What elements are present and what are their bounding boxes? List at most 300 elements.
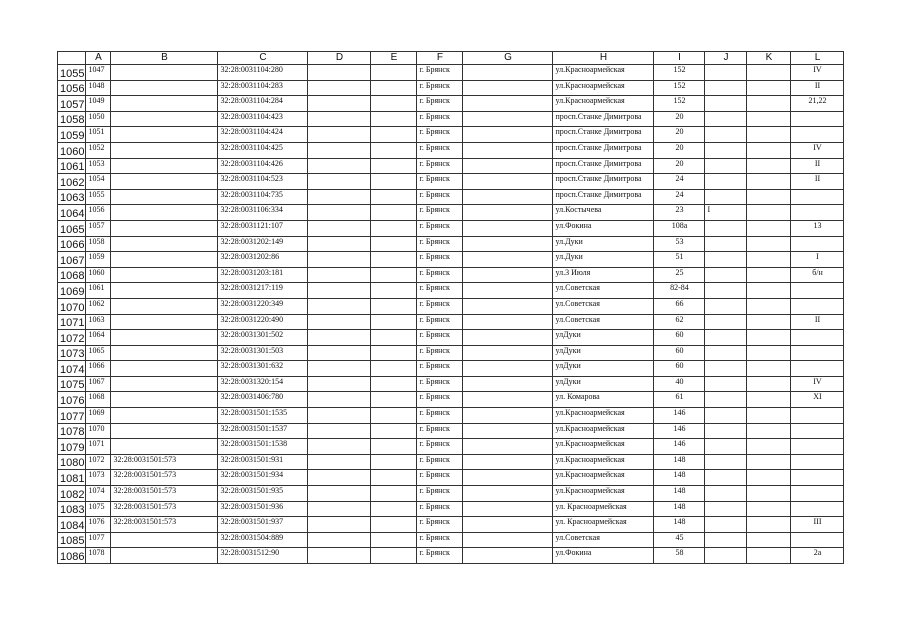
cell-b[interactable] — [111, 267, 218, 283]
cell-c[interactable]: 32:28:0031104:523 — [218, 174, 308, 190]
cell-k[interactable] — [747, 158, 791, 174]
cell-h[interactable]: ул.Красноармейская — [553, 423, 654, 439]
cell-e[interactable] — [371, 252, 417, 268]
cell-d[interactable] — [308, 65, 371, 81]
cell-k[interactable] — [747, 345, 791, 361]
row-number[interactable]: 1067 — [58, 252, 86, 268]
cell-h[interactable]: ул.Фокина — [553, 220, 654, 236]
cell-f[interactable]: г. Брянск — [417, 158, 463, 174]
cell-i[interactable]: 58 — [654, 548, 705, 564]
cell-g[interactable] — [463, 283, 553, 299]
cell-k[interactable] — [747, 361, 791, 377]
cell-a[interactable]: 1070 — [86, 423, 111, 439]
cell-f[interactable]: г. Брянск — [417, 392, 463, 408]
cell-j[interactable] — [705, 267, 747, 283]
cell-j[interactable] — [705, 548, 747, 564]
cell-j[interactable] — [705, 470, 747, 486]
cell-c[interactable]: 32:28:0031203:181 — [218, 267, 308, 283]
cell-k[interactable] — [747, 267, 791, 283]
cell-l[interactable] — [791, 501, 844, 517]
cell-e[interactable] — [371, 439, 417, 455]
cell-e[interactable] — [371, 532, 417, 548]
cell-l[interactable] — [791, 205, 844, 221]
cell-l[interactable] — [791, 470, 844, 486]
cell-l[interactable]: II — [791, 174, 844, 190]
cell-f[interactable]: г. Брянск — [417, 252, 463, 268]
cell-d[interactable] — [308, 252, 371, 268]
cell-c[interactable]: 32:28:0031501:936 — [218, 501, 308, 517]
cell-a[interactable]: 1061 — [86, 283, 111, 299]
cell-c[interactable]: 32:28:0031504:889 — [218, 532, 308, 548]
cell-c[interactable]: 32:28:0031220:349 — [218, 298, 308, 314]
cell-b[interactable] — [111, 96, 218, 112]
cell-c[interactable]: 32:28:0031104:284 — [218, 96, 308, 112]
cell-e[interactable] — [371, 80, 417, 96]
cell-b[interactable] — [111, 439, 218, 455]
cell-g[interactable] — [463, 454, 553, 470]
cell-j[interactable] — [705, 142, 747, 158]
cell-g[interactable] — [463, 158, 553, 174]
cell-c[interactable]: 32:28:0031220:490 — [218, 314, 308, 330]
cell-i[interactable]: 148 — [654, 454, 705, 470]
cell-j[interactable] — [705, 408, 747, 424]
cell-k[interactable] — [747, 454, 791, 470]
cell-k[interactable] — [747, 314, 791, 330]
column-header-a[interactable]: A — [86, 52, 111, 65]
cell-j[interactable] — [705, 189, 747, 205]
row-number[interactable]: 1059 — [58, 127, 86, 143]
cell-k[interactable] — [747, 408, 791, 424]
cell-k[interactable] — [747, 236, 791, 252]
cell-j[interactable] — [705, 439, 747, 455]
row-number[interactable]: 1065 — [58, 220, 86, 236]
cell-a[interactable]: 1073 — [86, 470, 111, 486]
cell-l[interactable] — [791, 283, 844, 299]
cell-f[interactable]: г. Брянск — [417, 65, 463, 81]
cell-b[interactable] — [111, 283, 218, 299]
cell-f[interactable]: г. Брянск — [417, 532, 463, 548]
row-number[interactable]: 1080 — [58, 454, 86, 470]
cell-d[interactable] — [308, 501, 371, 517]
cell-b[interactable] — [111, 392, 218, 408]
cell-l[interactable] — [791, 236, 844, 252]
cell-d[interactable] — [308, 205, 371, 221]
cell-k[interactable] — [747, 470, 791, 486]
cell-f[interactable]: г. Брянск — [417, 376, 463, 392]
cell-a[interactable]: 1053 — [86, 158, 111, 174]
cell-c[interactable]: 32:28:0031501:931 — [218, 454, 308, 470]
cell-h[interactable]: просп.Станке Димитрова — [553, 189, 654, 205]
cell-i[interactable]: 146 — [654, 423, 705, 439]
cell-a[interactable]: 1055 — [86, 189, 111, 205]
cell-l[interactable]: 2а — [791, 548, 844, 564]
cell-d[interactable] — [308, 96, 371, 112]
cell-d[interactable] — [308, 408, 371, 424]
cell-g[interactable] — [463, 330, 553, 346]
cell-b[interactable] — [111, 252, 218, 268]
cell-c[interactable]: 32:28:0031406:780 — [218, 392, 308, 408]
cell-f[interactable]: г. Брянск — [417, 439, 463, 455]
cell-h[interactable]: ул.Красноармейская — [553, 408, 654, 424]
cell-c[interactable]: 32:28:0031104:423 — [218, 111, 308, 127]
cell-j[interactable] — [705, 330, 747, 346]
row-number[interactable]: 1078 — [58, 423, 86, 439]
cell-a[interactable]: 1056 — [86, 205, 111, 221]
cell-a[interactable]: 1076 — [86, 517, 111, 533]
cell-a[interactable]: 1064 — [86, 330, 111, 346]
cell-g[interactable] — [463, 80, 553, 96]
cell-g[interactable] — [463, 96, 553, 112]
cell-i[interactable]: 148 — [654, 470, 705, 486]
row-number[interactable]: 1056 — [58, 80, 86, 96]
cell-d[interactable] — [308, 158, 371, 174]
cell-d[interactable] — [308, 142, 371, 158]
cell-j[interactable] — [705, 423, 747, 439]
cell-a[interactable]: 1071 — [86, 439, 111, 455]
cell-l[interactable] — [791, 189, 844, 205]
column-header-k[interactable]: K — [747, 52, 791, 65]
cell-g[interactable] — [463, 408, 553, 424]
cell-k[interactable] — [747, 220, 791, 236]
cell-f[interactable]: г. Брянск — [417, 80, 463, 96]
cell-a[interactable]: 1063 — [86, 314, 111, 330]
cell-j[interactable] — [705, 345, 747, 361]
cell-d[interactable] — [308, 454, 371, 470]
cell-d[interactable] — [308, 423, 371, 439]
cell-b[interactable] — [111, 111, 218, 127]
cell-c[interactable]: 32:28:0031104:735 — [218, 189, 308, 205]
cell-i[interactable]: 62 — [654, 314, 705, 330]
cell-e[interactable] — [371, 158, 417, 174]
row-number[interactable]: 1072 — [58, 330, 86, 346]
cell-f[interactable]: г. Брянск — [417, 189, 463, 205]
cell-j[interactable] — [705, 517, 747, 533]
cell-j[interactable] — [705, 501, 747, 517]
cell-e[interactable] — [371, 408, 417, 424]
cell-f[interactable]: г. Брянск — [417, 345, 463, 361]
row-number[interactable]: 1079 — [58, 439, 86, 455]
cell-b[interactable] — [111, 423, 218, 439]
cell-f[interactable]: г. Брянск — [417, 314, 463, 330]
cell-k[interactable] — [747, 80, 791, 96]
cell-k[interactable] — [747, 127, 791, 143]
cell-c[interactable]: 32:28:0031512:90 — [218, 548, 308, 564]
cell-b[interactable] — [111, 408, 218, 424]
cell-e[interactable] — [371, 361, 417, 377]
cell-g[interactable] — [463, 486, 553, 502]
cell-h[interactable]: просп.Станке Димитрова — [553, 174, 654, 190]
cell-i[interactable]: 61 — [654, 392, 705, 408]
cell-k[interactable] — [747, 548, 791, 564]
cell-h[interactable]: просп.Станке Димитрова — [553, 142, 654, 158]
cell-a[interactable]: 1057 — [86, 220, 111, 236]
cell-k[interactable] — [747, 517, 791, 533]
cell-l[interactable]: IV — [791, 142, 844, 158]
cell-g[interactable] — [463, 423, 553, 439]
cell-b[interactable] — [111, 220, 218, 236]
cell-l[interactable] — [791, 330, 844, 346]
cell-f[interactable]: г. Брянск — [417, 361, 463, 377]
cell-h[interactable]: улДуки — [553, 376, 654, 392]
cell-b[interactable] — [111, 142, 218, 158]
cell-h[interactable]: ул.Дуки — [553, 252, 654, 268]
cell-f[interactable]: г. Брянск — [417, 127, 463, 143]
cell-l[interactable]: II — [791, 80, 844, 96]
cell-h[interactable]: просп.Станке Димитрова — [553, 158, 654, 174]
cell-g[interactable] — [463, 532, 553, 548]
cell-b[interactable] — [111, 314, 218, 330]
cell-b[interactable] — [111, 345, 218, 361]
cell-i[interactable]: 82-84 — [654, 283, 705, 299]
cell-i[interactable]: 20 — [654, 111, 705, 127]
cell-g[interactable] — [463, 548, 553, 564]
cell-d[interactable] — [308, 470, 371, 486]
cell-k[interactable] — [747, 532, 791, 548]
cell-l[interactable]: II — [791, 158, 844, 174]
cell-j[interactable] — [705, 283, 747, 299]
cell-i[interactable]: 60 — [654, 330, 705, 346]
cell-f[interactable]: г. Брянск — [417, 236, 463, 252]
cell-d[interactable] — [308, 298, 371, 314]
cell-j[interactable] — [705, 111, 747, 127]
cell-f[interactable]: г. Брянск — [417, 408, 463, 424]
cell-i[interactable]: 152 — [654, 96, 705, 112]
cell-j[interactable] — [705, 80, 747, 96]
cell-g[interactable] — [463, 470, 553, 486]
cell-h[interactable]: ул.Костычева — [553, 205, 654, 221]
cell-c[interactable]: 32:28:0031202:86 — [218, 252, 308, 268]
row-number[interactable]: 1062 — [58, 174, 86, 190]
cell-h[interactable]: ул.Советская — [553, 314, 654, 330]
cell-k[interactable] — [747, 376, 791, 392]
cell-j[interactable] — [705, 532, 747, 548]
cell-g[interactable] — [463, 111, 553, 127]
cell-h[interactable]: ул.Красноармейская — [553, 96, 654, 112]
cell-d[interactable] — [308, 174, 371, 190]
cell-g[interactable] — [463, 205, 553, 221]
cell-l[interactable]: IV — [791, 65, 844, 81]
cell-j[interactable] — [705, 174, 747, 190]
cell-a[interactable]: 1068 — [86, 392, 111, 408]
cell-l[interactable] — [791, 423, 844, 439]
cell-h[interactable]: ул.Красноармейская — [553, 439, 654, 455]
cell-j[interactable] — [705, 392, 747, 408]
row-number[interactable]: 1068 — [58, 267, 86, 283]
cell-h[interactable]: ул.3 Июля — [553, 267, 654, 283]
cell-l[interactable]: I — [791, 252, 844, 268]
row-number[interactable]: 1083 — [58, 501, 86, 517]
cell-j[interactable] — [705, 454, 747, 470]
cell-g[interactable] — [463, 142, 553, 158]
cell-i[interactable]: 51 — [654, 252, 705, 268]
cell-f[interactable]: г. Брянск — [417, 267, 463, 283]
cell-f[interactable]: г. Брянск — [417, 205, 463, 221]
cell-b[interactable] — [111, 127, 218, 143]
cell-g[interactable] — [463, 314, 553, 330]
cell-f[interactable]: г. Брянск — [417, 96, 463, 112]
cell-c[interactable]: 32:28:0031501:1537 — [218, 423, 308, 439]
cell-k[interactable] — [747, 205, 791, 221]
cell-g[interactable] — [463, 267, 553, 283]
cell-j[interactable] — [705, 158, 747, 174]
cell-d[interactable] — [308, 267, 371, 283]
cell-c[interactable]: 32:28:0031501:1538 — [218, 439, 308, 455]
cell-g[interactable] — [463, 127, 553, 143]
cell-f[interactable]: г. Брянск — [417, 142, 463, 158]
cell-a[interactable]: 1051 — [86, 127, 111, 143]
cell-h[interactable]: ул. Комарова — [553, 392, 654, 408]
cell-k[interactable] — [747, 252, 791, 268]
cell-l[interactable] — [791, 408, 844, 424]
cell-e[interactable] — [371, 111, 417, 127]
cell-h[interactable]: ул.Красноармейская — [553, 470, 654, 486]
cell-b[interactable]: 32:28:0031501:573 — [111, 501, 218, 517]
cell-e[interactable] — [371, 423, 417, 439]
cell-e[interactable] — [371, 376, 417, 392]
row-number[interactable]: 1057 — [58, 96, 86, 112]
cell-f[interactable]: г. Брянск — [417, 283, 463, 299]
cell-l[interactable] — [791, 532, 844, 548]
cell-l[interactable]: IV — [791, 376, 844, 392]
cell-d[interactable] — [308, 283, 371, 299]
cell-h[interactable]: просп.Станке Димитрова — [553, 111, 654, 127]
cell-i[interactable]: 53 — [654, 236, 705, 252]
cell-f[interactable]: г. Брянск — [417, 330, 463, 346]
column-header-b[interactable]: B — [111, 52, 218, 65]
cell-k[interactable] — [747, 298, 791, 314]
cell-h[interactable]: ул.Красноармейская — [553, 486, 654, 502]
cell-h[interactable]: ул.Советская — [553, 283, 654, 299]
cell-i[interactable]: 148 — [654, 517, 705, 533]
cell-l[interactable]: II — [791, 314, 844, 330]
cell-l[interactable]: III — [791, 517, 844, 533]
cell-a[interactable]: 1047 — [86, 65, 111, 81]
cell-j[interactable] — [705, 298, 747, 314]
cell-k[interactable] — [747, 142, 791, 158]
cell-f[interactable]: г. Брянск — [417, 298, 463, 314]
cell-a[interactable]: 1069 — [86, 408, 111, 424]
cell-e[interactable] — [371, 283, 417, 299]
cell-k[interactable] — [747, 111, 791, 127]
cell-a[interactable]: 1075 — [86, 501, 111, 517]
cell-b[interactable] — [111, 532, 218, 548]
cell-f[interactable]: г. Брянск — [417, 423, 463, 439]
cell-g[interactable] — [463, 392, 553, 408]
cell-k[interactable] — [747, 330, 791, 346]
cell-d[interactable] — [308, 548, 371, 564]
cell-e[interactable] — [371, 96, 417, 112]
cell-f[interactable]: г. Брянск — [417, 486, 463, 502]
cell-i[interactable]: 40 — [654, 376, 705, 392]
cell-d[interactable] — [308, 532, 371, 548]
cell-i[interactable]: 60 — [654, 345, 705, 361]
cell-d[interactable] — [308, 111, 371, 127]
cell-e[interactable] — [371, 267, 417, 283]
cell-h[interactable]: ул.Дуки — [553, 236, 654, 252]
cell-f[interactable]: г. Брянск — [417, 111, 463, 127]
cell-b[interactable] — [111, 361, 218, 377]
cell-j[interactable] — [705, 96, 747, 112]
cell-b[interactable] — [111, 330, 218, 346]
cell-j[interactable] — [705, 486, 747, 502]
row-number[interactable]: 1082 — [58, 486, 86, 502]
cell-c[interactable]: 32:28:0031104:283 — [218, 80, 308, 96]
cell-b[interactable] — [111, 376, 218, 392]
cell-i[interactable]: 20 — [654, 127, 705, 143]
cell-l[interactable]: 21,22 — [791, 96, 844, 112]
cell-d[interactable] — [308, 345, 371, 361]
cell-f[interactable]: г. Брянск — [417, 501, 463, 517]
cell-d[interactable] — [308, 80, 371, 96]
row-number[interactable]: 1069 — [58, 283, 86, 299]
cell-b[interactable]: 32:28:0031501:573 — [111, 517, 218, 533]
cell-e[interactable] — [371, 454, 417, 470]
cell-h[interactable]: улДуки — [553, 361, 654, 377]
cell-l[interactable]: XI — [791, 392, 844, 408]
cell-a[interactable]: 1050 — [86, 111, 111, 127]
cell-e[interactable] — [371, 189, 417, 205]
cell-e[interactable] — [371, 501, 417, 517]
cell-e[interactable] — [371, 205, 417, 221]
cell-a[interactable]: 1048 — [86, 80, 111, 96]
cell-e[interactable] — [371, 392, 417, 408]
cell-e[interactable] — [371, 142, 417, 158]
cell-d[interactable] — [308, 392, 371, 408]
row-number[interactable]: 1070 — [58, 298, 86, 314]
cell-l[interactable] — [791, 486, 844, 502]
cell-j[interactable]: I — [705, 205, 747, 221]
cell-j[interactable] — [705, 314, 747, 330]
cell-c[interactable]: 32:28:0031202:149 — [218, 236, 308, 252]
row-number[interactable]: 1063 — [58, 189, 86, 205]
cell-a[interactable]: 1060 — [86, 267, 111, 283]
cell-e[interactable] — [371, 298, 417, 314]
cell-e[interactable] — [371, 220, 417, 236]
cell-b[interactable] — [111, 189, 218, 205]
cell-k[interactable] — [747, 65, 791, 81]
row-number[interactable]: 1086 — [58, 548, 86, 564]
cell-l[interactable] — [791, 454, 844, 470]
cell-k[interactable] — [747, 423, 791, 439]
cell-a[interactable]: 1067 — [86, 376, 111, 392]
cell-i[interactable]: 66 — [654, 298, 705, 314]
cell-d[interactable] — [308, 517, 371, 533]
cell-h[interactable]: просп.Станке Димитрова — [553, 127, 654, 143]
column-header-d[interactable]: D — [308, 52, 371, 65]
cell-d[interactable] — [308, 220, 371, 236]
cell-d[interactable] — [308, 330, 371, 346]
cell-k[interactable] — [747, 439, 791, 455]
cell-i[interactable]: 45 — [654, 532, 705, 548]
cell-k[interactable] — [747, 501, 791, 517]
cell-b[interactable]: 32:28:0031501:573 — [111, 486, 218, 502]
cell-h[interactable]: улДуки — [553, 345, 654, 361]
cell-c[interactable]: 32:28:0031501:934 — [218, 470, 308, 486]
cell-b[interactable] — [111, 298, 218, 314]
cell-k[interactable] — [747, 283, 791, 299]
cell-d[interactable] — [308, 314, 371, 330]
column-header-f[interactable]: F — [417, 52, 463, 65]
row-number[interactable]: 1058 — [58, 111, 86, 127]
row-number[interactable]: 1081 — [58, 470, 86, 486]
cell-g[interactable] — [463, 252, 553, 268]
cell-k[interactable] — [747, 392, 791, 408]
select-all-corner[interactable] — [58, 52, 86, 65]
cell-a[interactable]: 1062 — [86, 298, 111, 314]
cell-e[interactable] — [371, 65, 417, 81]
cell-c[interactable]: 32:28:0031104:280 — [218, 65, 308, 81]
column-header-l[interactable]: L — [791, 52, 844, 65]
